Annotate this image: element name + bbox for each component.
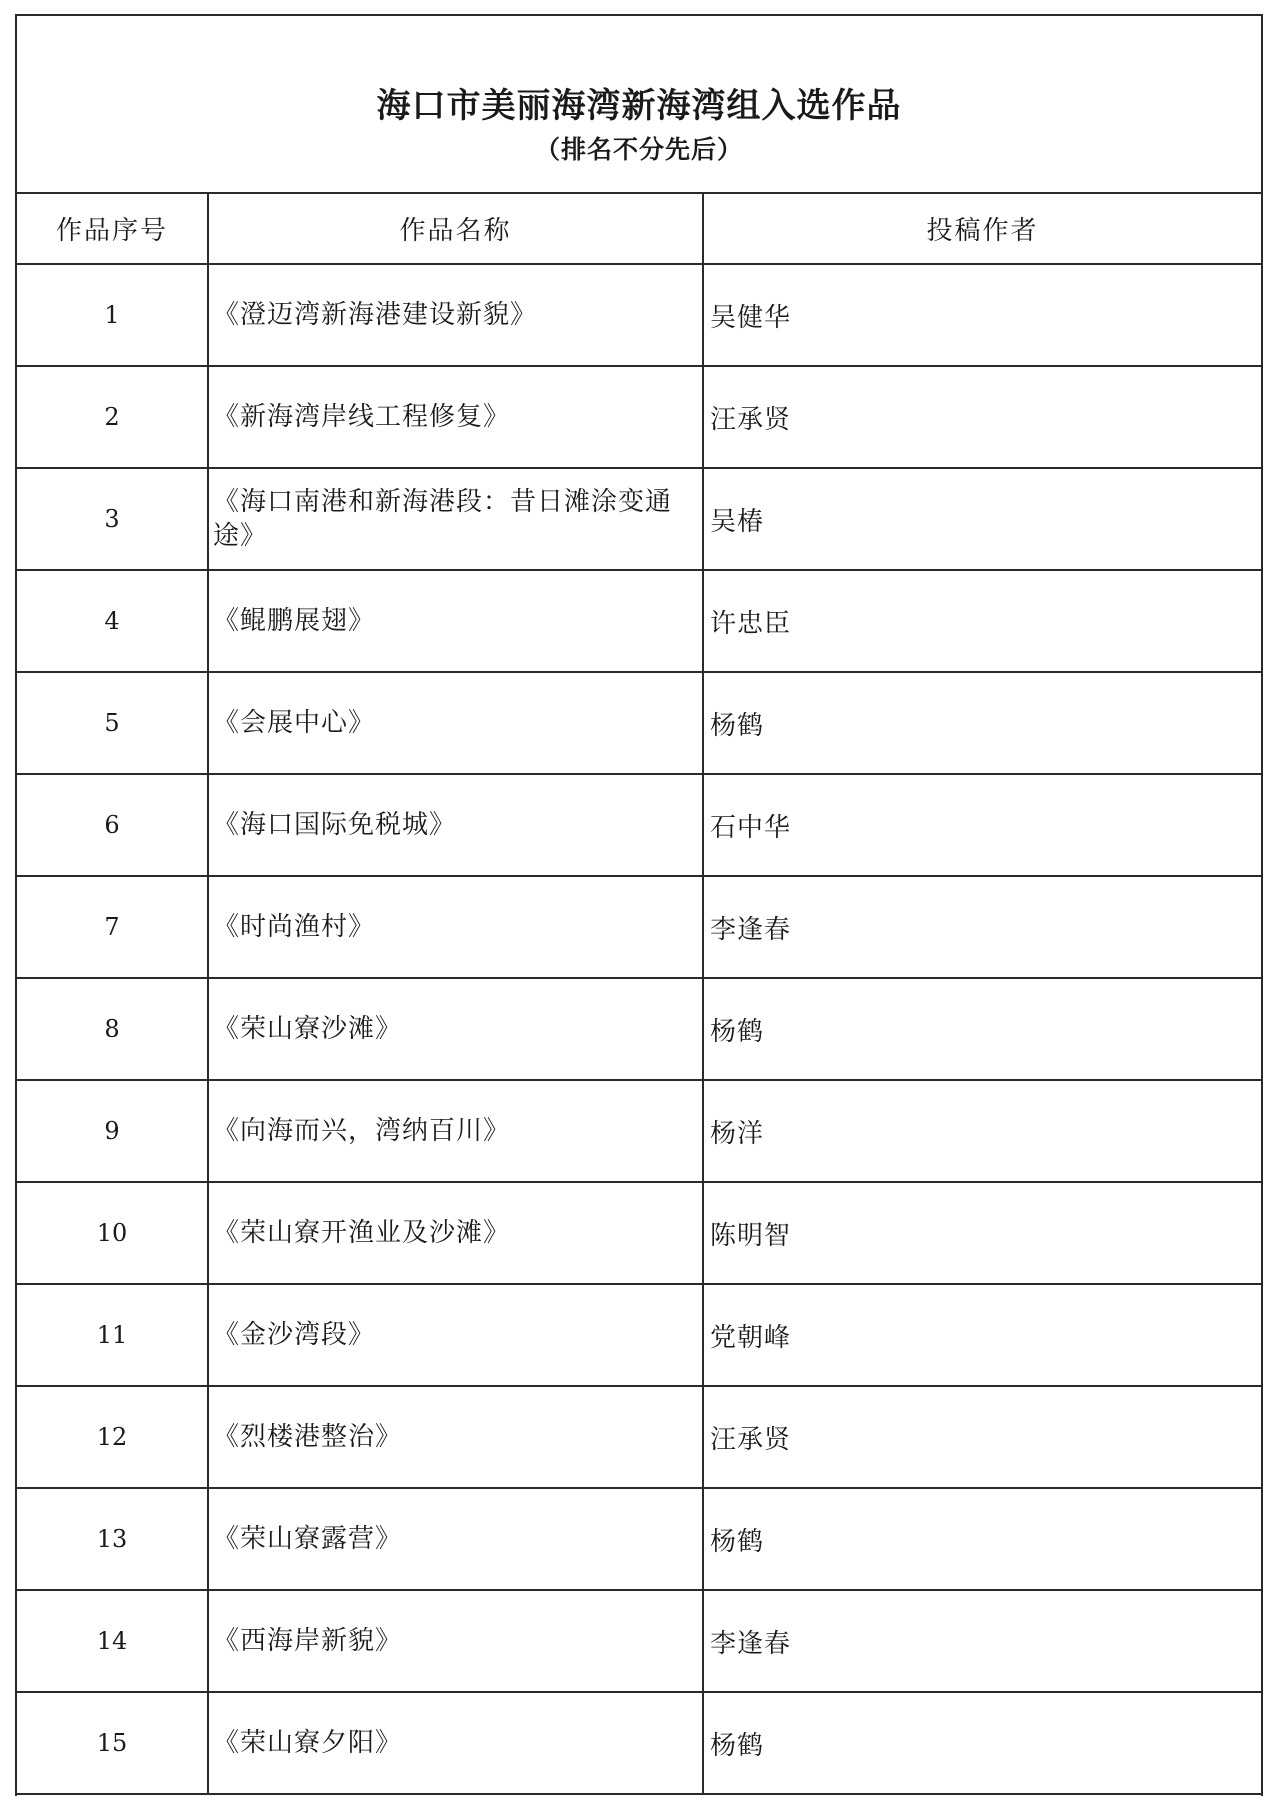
row-number: 3 [17, 468, 208, 570]
row-number: 9 [17, 1080, 208, 1182]
table-row [17, 1692, 1261, 1794]
row-work-name: 《金沙湾段》 [208, 1284, 703, 1386]
row-number: 5 [17, 672, 208, 774]
row-number: 12 [17, 1386, 208, 1488]
row-author: 杨鹤 [703, 978, 1261, 1080]
row-author: 党朝峰 [703, 1284, 1261, 1386]
document-sheet [15, 14, 1263, 1796]
row-author: 石中华 [703, 774, 1261, 876]
row-work-name: 《会展中心》 [208, 672, 703, 774]
table-row [17, 1488, 1261, 1590]
table-row [17, 468, 1261, 570]
table-row [17, 264, 1261, 366]
row-author: 杨鹤 [703, 1488, 1261, 1590]
row-work-name: 《烈楼港整治》 [208, 1386, 703, 1488]
header-author: 投稿作者 [703, 194, 1261, 264]
table-row [17, 1284, 1261, 1386]
row-author: 李逢春 [703, 876, 1261, 978]
row-work-name: 《向海而兴，湾纳百川》 [208, 1080, 703, 1182]
row-author: 杨鹤 [703, 1692, 1261, 1794]
works-table [17, 194, 1261, 1795]
row-number: 8 [17, 978, 208, 1080]
table-row [17, 366, 1261, 468]
row-number: 10 [17, 1182, 208, 1284]
row-work-name: 《时尚渔村》 [208, 876, 703, 978]
row-work-name: 《澄迈湾新海港建设新貌》 [208, 264, 703, 366]
row-number: 13 [17, 1488, 208, 1590]
table-row [17, 672, 1261, 774]
row-work-name: 《海口国际免税城》 [208, 774, 703, 876]
row-work-name: 《荣山寮夕阳》 [208, 1692, 703, 1794]
row-author: 杨洋 [703, 1080, 1261, 1182]
document-subtitle: （排名不分先后） [534, 135, 743, 164]
table-row [17, 1590, 1261, 1692]
row-author: 汪承贤 [703, 366, 1261, 468]
row-author: 吴健华 [703, 264, 1261, 366]
row-number: 4 [17, 570, 208, 672]
row-author: 杨鹤 [703, 672, 1261, 774]
table-row [17, 774, 1261, 876]
row-work-name: 《新海湾岸线工程修复》 [208, 366, 703, 468]
row-author: 李逢春 [703, 1590, 1261, 1692]
row-number: 6 [17, 774, 208, 876]
row-work-name: 《西海岸新貌》 [208, 1590, 703, 1692]
row-number: 2 [17, 366, 208, 468]
row-number: 11 [17, 1284, 208, 1386]
document-title: 海口市美丽海湾新海湾组入选作品 [376, 86, 902, 126]
row-author: 陈明智 [703, 1182, 1261, 1284]
table-row [17, 1080, 1261, 1182]
row-author: 吴椿 [703, 468, 1261, 570]
table-row [17, 978, 1261, 1080]
header-number: 作品序号 [17, 194, 208, 264]
row-number: 7 [17, 876, 208, 978]
table-row [17, 1182, 1261, 1284]
row-number: 1 [17, 264, 208, 366]
title-block [17, 16, 1261, 194]
row-author: 许忠臣 [703, 570, 1261, 672]
row-work-name: 《荣山寮露营》 [208, 1488, 703, 1590]
table-header-row [17, 194, 1261, 264]
table-row [17, 876, 1261, 978]
header-work-name: 作品名称 [208, 194, 703, 264]
row-number: 15 [17, 1692, 208, 1794]
row-work-name: 《荣山寮沙滩》 [208, 978, 703, 1080]
row-work-name: 《荣山寮开渔业及沙滩》 [208, 1182, 703, 1284]
row-work-name: 《鲲鹏展翅》 [208, 570, 703, 672]
row-author: 汪承贤 [703, 1386, 1261, 1488]
table-row [17, 570, 1261, 672]
row-work-name: 《海口南港和新海港段：昔日滩涂变通途》 [208, 468, 703, 570]
row-number: 14 [17, 1590, 208, 1692]
table-row [17, 1386, 1261, 1488]
